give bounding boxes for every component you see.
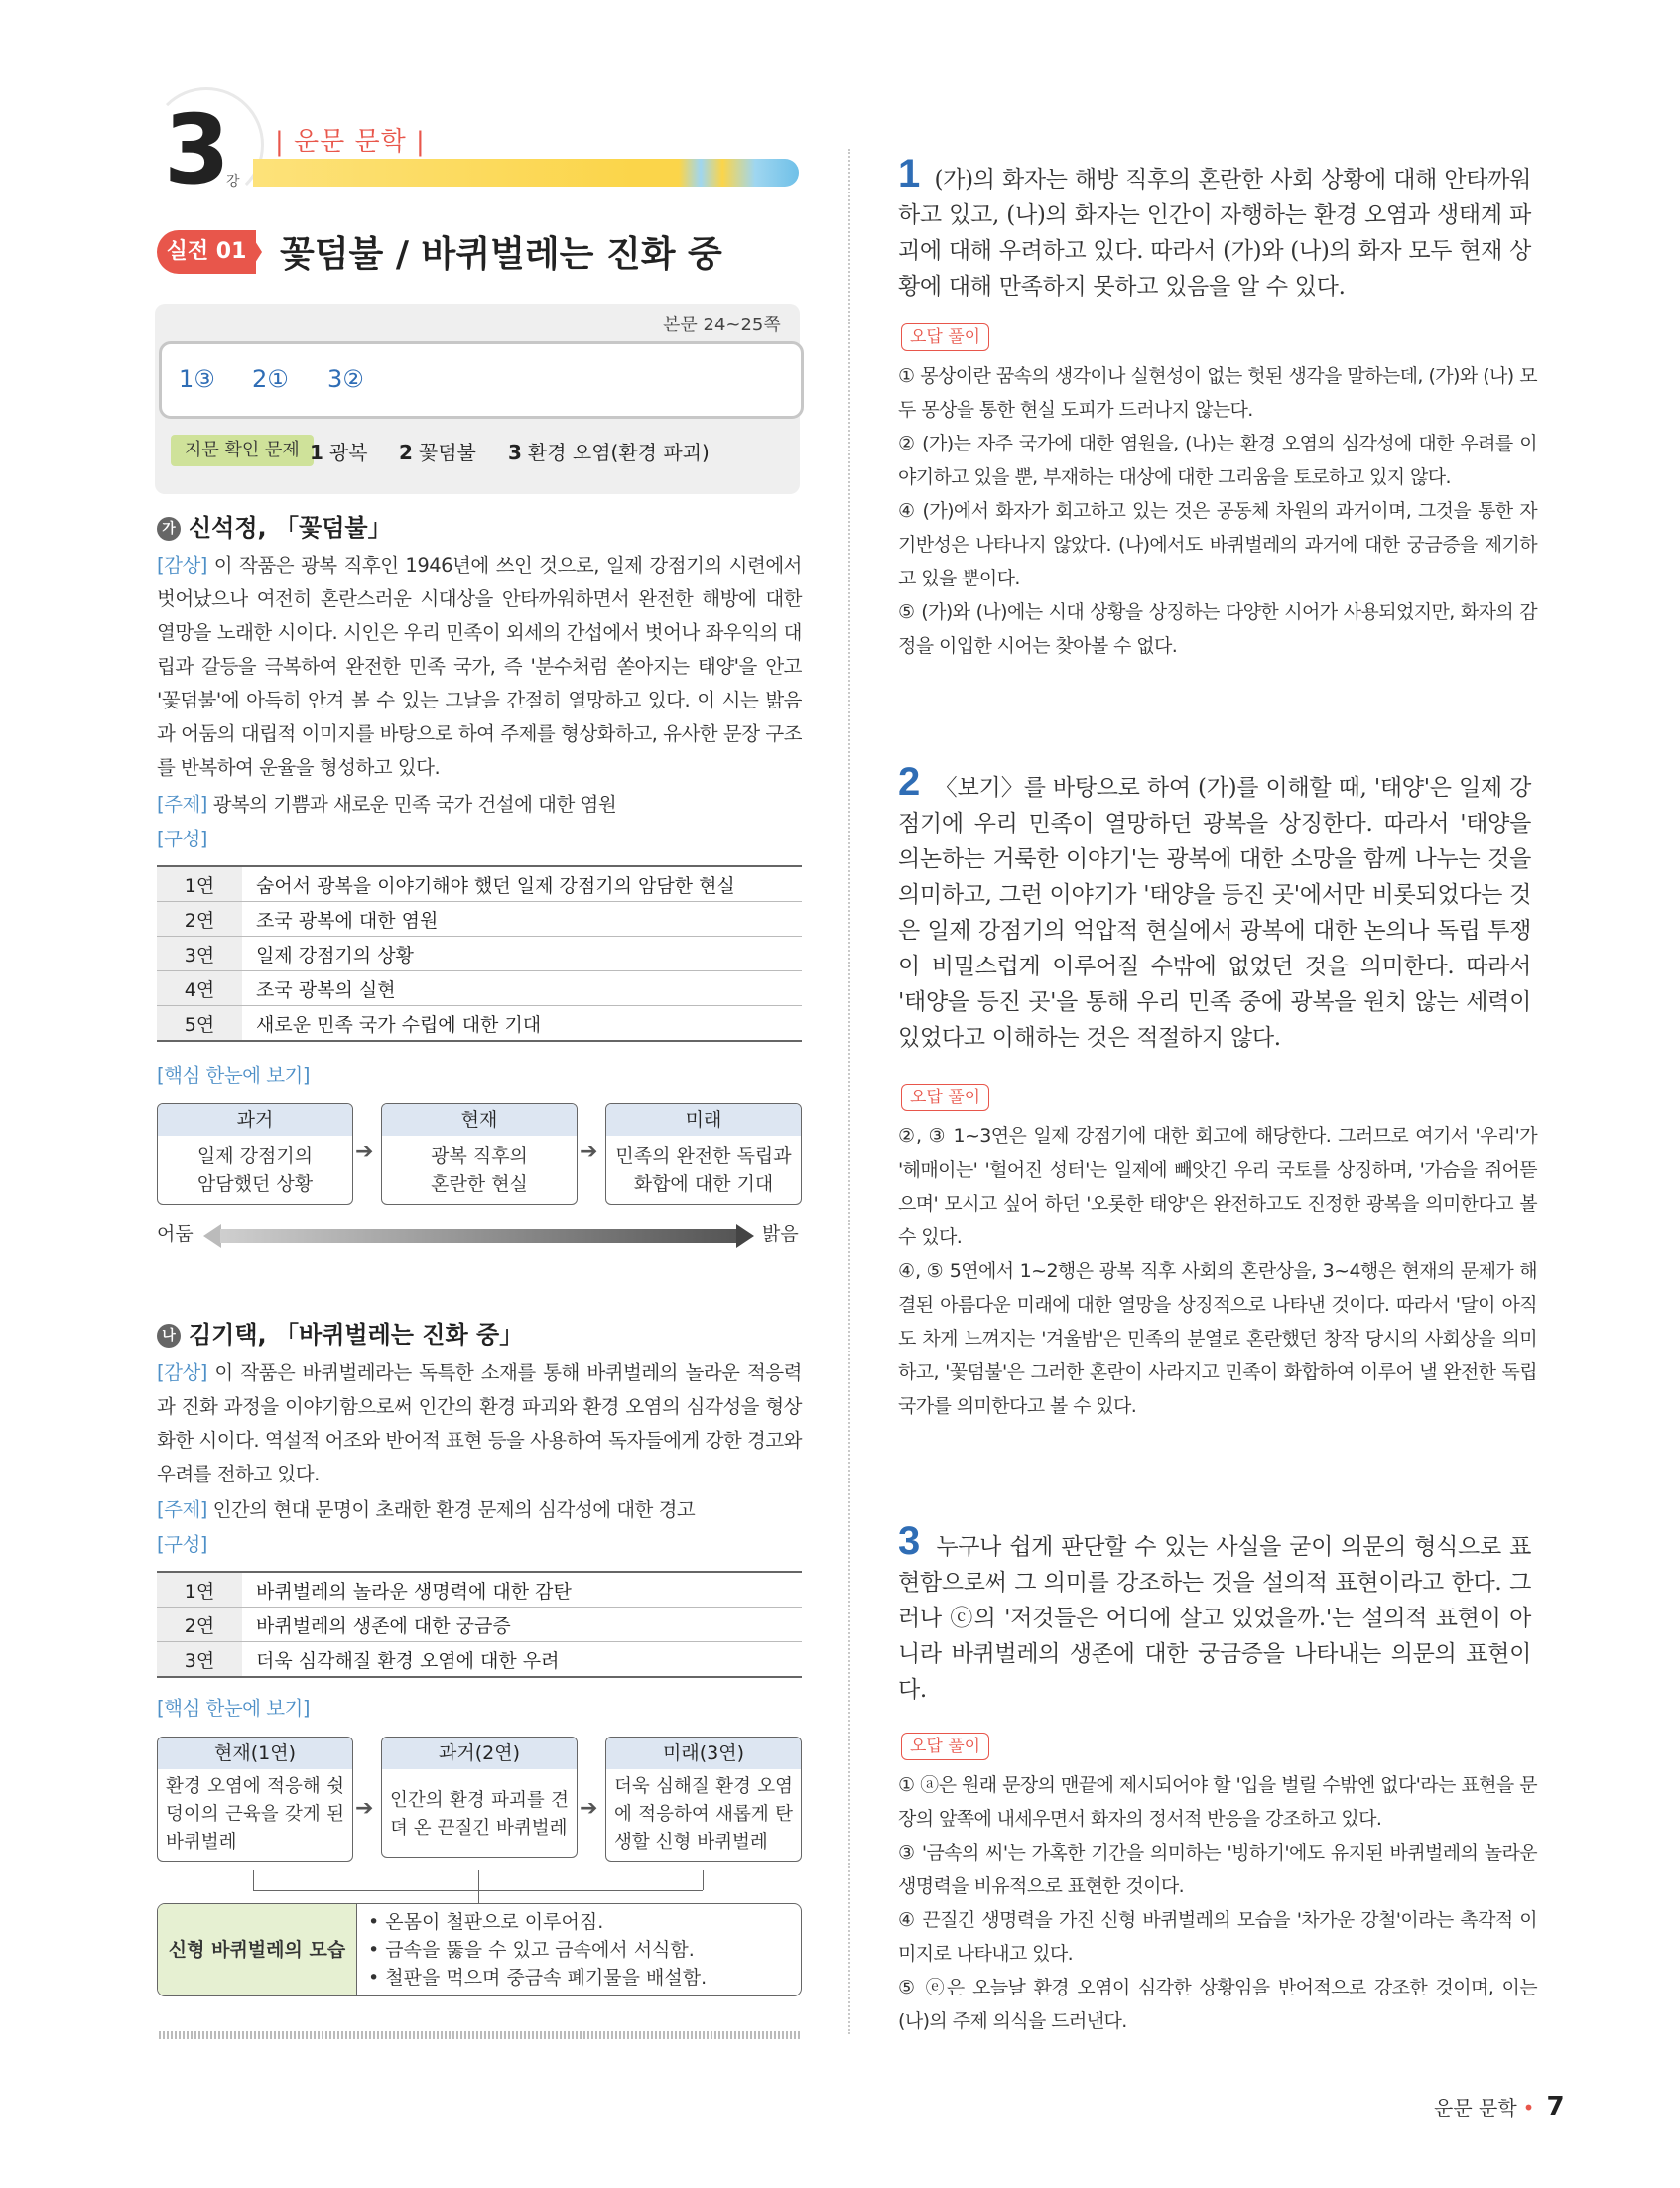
question-1-explanation	[898, 359, 1537, 663]
poem-ga-core-tag: [핵심 한눈에 보기]	[157, 1064, 310, 1087]
poem-ga-theme: [주제] 광복의 기쁨과 새로운 민족 국가 건설에 대한 염원	[157, 793, 617, 816]
practice-badge-arrow	[248, 230, 262, 274]
answer-item: 1③	[179, 365, 215, 393]
question-number: 2	[898, 760, 920, 804]
check-item: 1 광복	[310, 441, 368, 464]
connector-line	[478, 1890, 479, 1904]
flow-box-present: 현재 광복 직후의 혼란한 현실	[381, 1103, 578, 1205]
connector-line	[478, 1870, 479, 1890]
list-item: ② (가)는 자주 국가에 대한 염원을, (나)는 환경 오염의 심각성에 대한 우려를 이야기하고 있을 뿐, 부재하는 대상에 대한 그리움을 토로하고 있지 않다.	[898, 433, 1538, 488]
connector-line	[703, 1870, 704, 1890]
page-title: 꽃덤불 / 바퀴벌레는 진화 중	[280, 234, 722, 275]
poem-na-core-tag: [핵심 한눈에 보기]	[157, 1697, 310, 1720]
table-row: 3연 더욱 심각해질 환경 오염에 대한 우려	[157, 1642, 802, 1678]
list-item: • 금속을 뚫을 수 있고 금속에서 서식함.	[368, 1939, 695, 1961]
gradient-arrow-right-icon	[736, 1224, 754, 1248]
flow-box-past: 과거(2연) 인간의 환경 파괴를 견뎌 온 끈질긴 바퀴벌레	[381, 1737, 578, 1858]
check-item: 3 환경 오염(환경 파괴)	[508, 441, 710, 464]
poem-ga-heading: 가 신석정, 「꽃덤불」	[157, 508, 392, 543]
question-number: 1	[898, 152, 920, 195]
header-bar	[253, 159, 799, 187]
poem-ga-appreciation: [감상] 이 작품은 광복 직후인 1946년에 쓰인 것으로, 일제 강점기의 시련에서 벗어났으나 여전히 혼란스러운 시대상을 안타까워하면서 완전한 해방에 대한 열망을 노래한 시이다. 시인은 우리 민족이 외세의 간섭에서 벗어나 좌우익의 대립과 갈등을 극복하여 완전한 민족 국가, 즉 '분수처럼 쏟아지는 태양'을 안고 '꽃덤불'에 아득히 안겨 볼 수 있는 그날을 간절히 열망하고 있다. 이 시는 밝음과 어둠의 대립적 이미지를 바탕으로 하여 주제를 형상화하고, 유사한 문장 구조를 반복하여 운율을 형성하고 있다.	[157, 554, 802, 779]
section-badge: 나	[157, 1324, 181, 1348]
list-item: ④ 끈질긴 생명력을 가진 신형 바퀴벌레의 모습을 '차가운 강철'이라는 촉각적 이미지로 나타내고 있다.	[898, 1909, 1537, 1965]
question-1: 1 (가)의 화자는 해방 직후의 혼란한 사회 상황에 대해 안타까워하고 있고, (나)의 화자는 인간이 자행하는 환경 오염과 생태계 파괴에 대해 우려하고 있다. 따라서 (가)와 (나)의 화자 모두 현재 상황에 대해 만족하지 못하고 있음을 알 수 있다.	[898, 152, 1532, 300]
question-number: 3	[898, 1519, 920, 1563]
poem-na-theme: [주제] 인간의 현대 문명이 초래한 환경 문제의 심각성에 대한 경고	[157, 1498, 696, 1521]
answer-item: 3②	[327, 365, 364, 393]
list-item: • 철판을 먹으며 중금속 폐기물을 배설함.	[368, 1967, 708, 1989]
poem-na-structure-tag: [구성]	[157, 1533, 207, 1556]
table-row: 4연 조국 광복의 실현	[157, 971, 802, 1006]
page-reference: 본문 24~25쪽	[663, 315, 781, 335]
connector-line	[253, 1870, 254, 1890]
page-footer: 운문 문학 • 7	[1434, 2092, 1565, 2122]
flow-box-future: 미래(3연) 더욱 심해질 환경 오염에 적응하여 새롭게 탄생할 신형 바퀴벌레	[605, 1737, 802, 1862]
poem-na-appreciation: [감상] 이 작품은 바퀴벌레라는 독특한 소재를 통해 바퀴벌레의 놀라운 적응력과 진화 과정을 이야기함으로써 인간의 환경 파괴와 환경 오염의 심각성을 형상화한 시이다. 역설적 어조와 반어적 표현 등을 사용하여 독자들에게 강한 경고와 우려를 전하고 있다.	[157, 1361, 802, 1485]
new-type-list	[368, 1908, 707, 1992]
table-row: 2연 바퀴벌레의 생존에 대한 궁금증	[157, 1608, 802, 1642]
lesson-suffix: 강	[226, 174, 240, 190]
question-3: 3 누구나 쉽게 판단할 수 있는 사실을 굳이 의문의 형식으로 표현함으로써 그 의미를 강조하는 것을 설의적 표현이라고 한다. 그러나 ⓒ의 '저것들은 어디에 살고 있었을까.'는 설의적 표현이 아니라 바퀴벌레의 생존에 대한 궁금증을 나타내는 의문의 표현이다.	[898, 1519, 1531, 1703]
table-row: 1연 숨어서 광복을 이야기해야 했던 일제 강점기의 암담한 현실	[157, 866, 802, 902]
new-type-box	[157, 1903, 802, 1996]
odab-badge: 오답 풀이	[901, 1733, 989, 1760]
new-type-label: 신형 바퀴벌레의 모습	[158, 1904, 356, 1995]
dark-bright-gradient	[220, 1229, 736, 1243]
practice-badge: 실전 01	[157, 230, 256, 274]
arrow-icon: ➔	[580, 1139, 598, 1164]
list-item: ① ⓐ은 원래 문장의 맨끝에 제시되어야 할 '입을 벌릴 수밖엔 없다'라는 표현을 문장의 앞쪽에 내세우면서 화자의 정서적 반응을 강조하고 있다.	[898, 1774, 1537, 1830]
genre-label: | 운문 문학 |	[275, 127, 426, 157]
flow-box-future: 미래 민족의 완전한 독립과 화합에 대한 기대	[605, 1103, 802, 1205]
list-item: ⑤ (가)와 (나)에는 시대 상황을 상징하는 다양한 시어가 사용되었지만, 화자의 감정을 이입한 시어는 찾아볼 수 없다.	[898, 601, 1537, 657]
arrow-icon: ➔	[355, 1139, 374, 1164]
page-number: 7	[1546, 2092, 1565, 2122]
section-badge: 가	[157, 517, 181, 541]
odab-badge: 오답 풀이	[901, 323, 989, 351]
gradient-arrow-left-icon	[203, 1224, 221, 1248]
arrow-icon: ➔	[580, 1796, 598, 1821]
answer-item: 2①	[252, 365, 289, 393]
check-label: 지문 확인 문제	[171, 435, 314, 466]
question-2-explanation	[898, 1119, 1537, 1423]
table-row: 1연 바퀴벌레의 놀라운 생명력에 대한 감탄	[157, 1572, 802, 1608]
list-item: • 온몸이 철판으로 이루어짐.	[368, 1911, 604, 1933]
poem-na-structure-table	[157, 1571, 802, 1678]
table-row: 2연 조국 광복에 대한 염원	[157, 902, 802, 937]
bottom-dotted-rule	[159, 2031, 802, 2039]
column-divider	[848, 149, 850, 2034]
bright-label: 밝음	[762, 1223, 799, 1245]
list-item: ④ (가)에서 화자가 회고하고 있는 것은 공동체 차원의 과거이며, 그것을 통한 자기반성은 나타나지 않았다. (나)에서도 바퀴벌레의 과거에 대한 궁금증을 제기하고 있을 뿐이다.	[898, 500, 1537, 589]
poem-ga-structure-tag: [구성]	[157, 828, 207, 850]
list-item: ④, ⑤ 5연에서 1~2행은 광복 직후 사회의 혼란상을, 3~4행은 현재의 문제가 해결된 아름다운 미래에 대한 열망을 상징적으로 나타낸 것이다. 따라서 '달이 아직도 차게 느껴지는 '겨울밤'은 민족의 분열로 혼란했던 창작 당시의 사회상을 의미하고, '꽃덤불'은 그러한 혼란이 사라지고 민족이 화합하여 이루어 낼 완전한 독립 국가를 의미한다고 볼 수 있다.	[898, 1260, 1537, 1417]
question-2: 2 〈보기〉를 바탕으로 하여 (가)를 이해할 때, '태양'은 일제 강점기에 우리 민족이 열망하던 광복을 상징한다. 따라서 '태양을 의논하는 거룩한 이야기'는 광복에 대한 소망을 함께 나누는 것을 의미하고, 그런 이야기가 '태양을 등진 곳'에서만 비롯되었다는 것은 일제 강점기의 억압적 현실에서 광복에 대한 논의나 독립 투쟁이 비밀스럽게 이루어질 수밖에 없었던 것을 의미한다. 따라서 '태양을 등진 곳'을 통해 우리 민족 중에 광복을 원치 않는 세력이 있었다고 이해하는 것은 적절하지 않다.	[898, 760, 1532, 1051]
question-3-explanation	[898, 1768, 1537, 2038]
table-row: 5연 새로운 민족 국가 수립에 대한 기대	[157, 1006, 802, 1042]
arrow-icon: ➔	[355, 1796, 374, 1821]
list-item: ⑤ ⓔ은 오늘날 환경 오염이 심각한 상황임을 반어적으로 강조한 것이며, 이는 (나)의 주제 의식을 드러낸다.	[898, 1977, 1537, 2032]
table-row: 3연 일제 강점기의 상황	[157, 937, 802, 971]
list-item: ②, ③ 1~3연은 일제 강점기에 대한 회고에 해당한다. 그러므로 여기서 '우리'가 '헤매이는' '헐어진 성터'는 일제에 빼앗긴 우리 국토를 상징하며, '가슴을 쥐어뜯으며' 모시고 싶어 하던 '오롯한 태양'은 완전하고도 진정한 광복을 의미한다고 볼 수 있다.	[898, 1125, 1537, 1248]
flow-box-past: 과거 일제 강점기의 암담했던 상황	[157, 1103, 353, 1205]
poem-ga-structure-table	[157, 865, 802, 1042]
odab-badge: 오답 풀이	[901, 1084, 989, 1111]
poem-na-heading: 나 김기택, 「바퀴벌레는 진화 중」	[157, 1315, 523, 1350]
check-item: 2 꽃덤불	[399, 441, 476, 464]
lesson-number: 3	[164, 94, 226, 205]
list-item: ③ '금속의 씨'는 가혹한 기간을 의미하는 '빙하기'에도 유지된 바퀴벌레의 놀라운 생명력을 비유적으로 표현한 것이다.	[898, 1842, 1537, 1897]
flow-box-present: 현재(1연) 환경 오염에 적응해 쉿덩이의 근육을 갖게 된 바퀴벌레	[157, 1737, 353, 1862]
dark-label: 어둠	[157, 1223, 194, 1245]
list-item: ① 몽상이란 꿈속의 생각이나 실현성이 없는 헛된 생각을 말하는데, (가)와 (나) 모두 몽상을 통한 현실 도피가 드러나지 않는다.	[898, 365, 1537, 421]
footer-section: 운문 문학	[1434, 2096, 1517, 2120]
